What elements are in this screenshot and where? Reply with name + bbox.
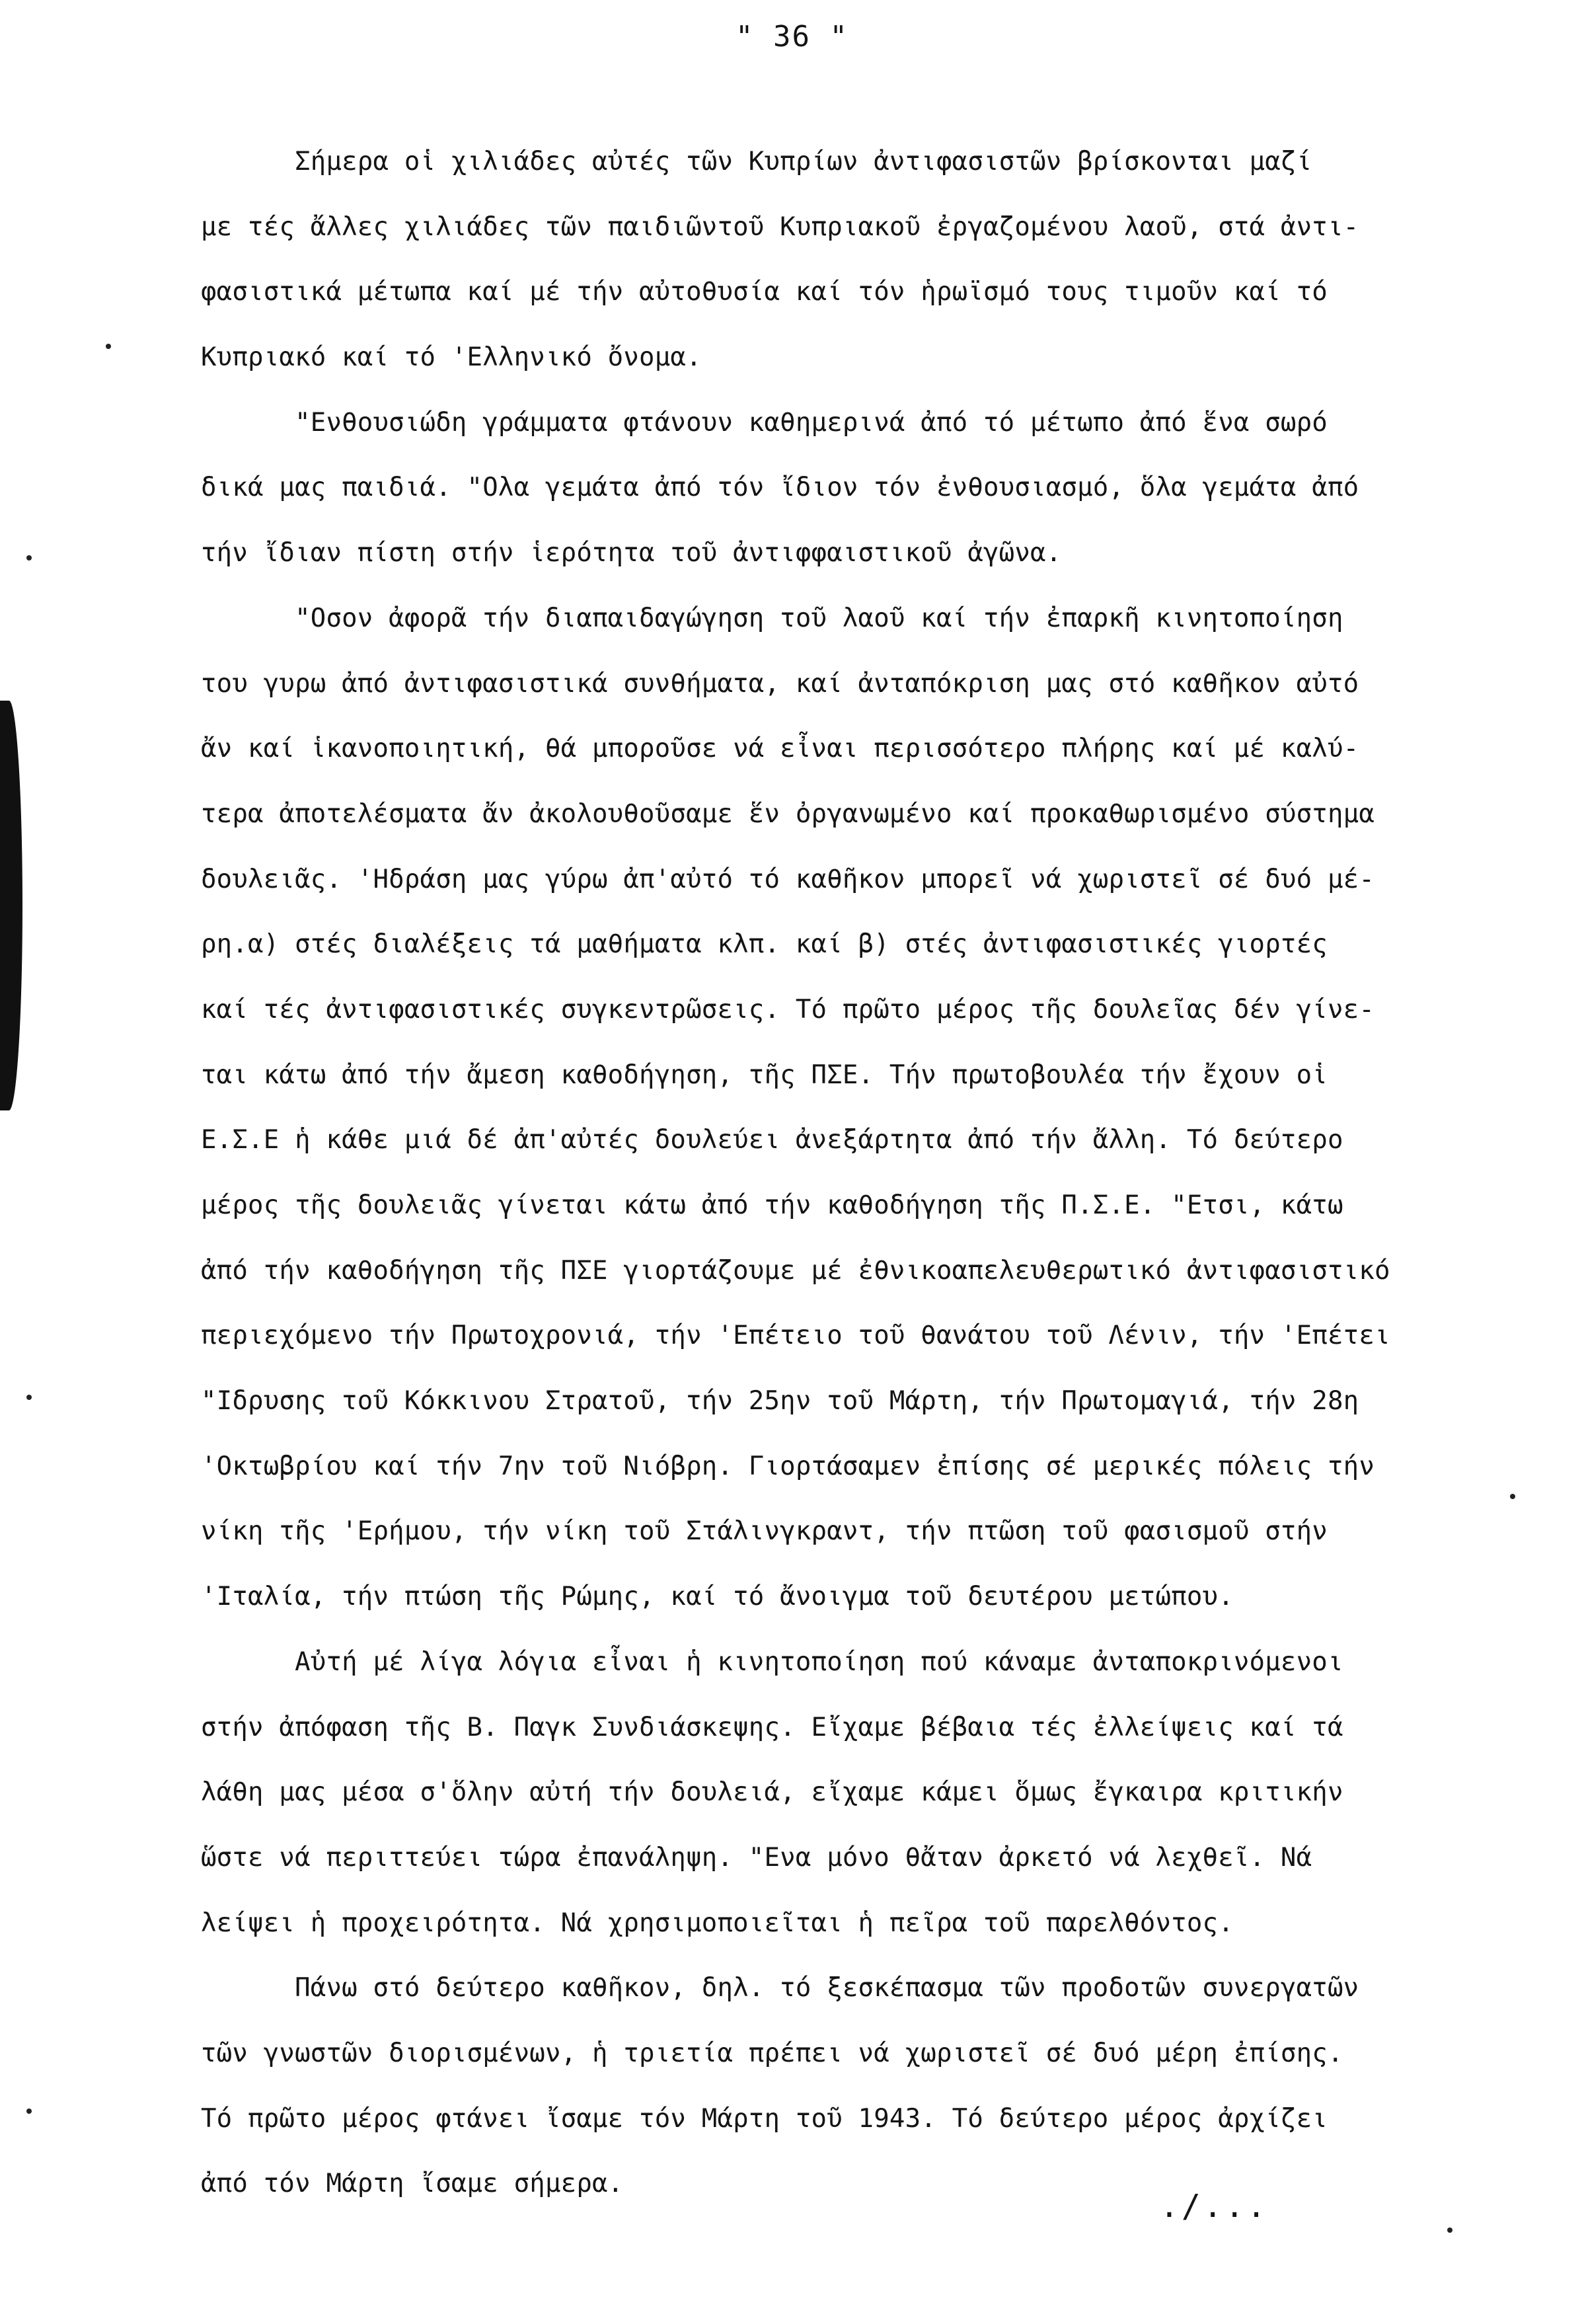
text-line: λείψει ἡ προχειρότητα. Νά χρησιμοποιεῖται ἡ πεῖρα τοῦ παρελθόντος. xyxy=(201,1908,1234,1938)
text-line: λάθη μας μέσα σ'ὅλην αὐτή τήν δουλειά, εἴχαμε κάμει ὅμως ἔγκαιρα κριτικήν xyxy=(201,1777,1343,1808)
text-line: ἄν καί ἱκανοποιητική, θά μποροῦσε νά εἶναι περισσότερο πλήρης καί μέ καλύ- xyxy=(201,734,1359,764)
text-line: "Ενθουσιώδη γράμματα φτάνουν καθημερινά ἀπό τό μέτωπο ἀπό ἕνα σωρό xyxy=(201,407,1328,438)
text-line: νίκη τῆς 'Ερήμου, τήν νίκη τοῦ Στάλινγκραντ, τήν πτῶση τοῦ φασισμοῦ στήν xyxy=(201,1516,1328,1547)
text-line: φασιστικά μέτωπα καί μέ τήν αὐτοθυσία καί τόν ἡρωϊσμό τους τιμοῦν καί τό xyxy=(201,277,1328,307)
text-line: μέρος τῆς δουλειᾶς γίνεται κάτω ἀπό τήν καθοδήγηση τῆς Π.Σ.Ε. "Ετσι, κάτω xyxy=(201,1190,1343,1220)
text-line: Πάνω στό δεύτερο καθῆκον, δηλ. τό ξεσκέπασμα τῶν προδοτῶν συνεργατῶν xyxy=(201,1973,1359,2003)
paper-speck xyxy=(1510,1494,1515,1499)
paper-speck xyxy=(26,2109,32,2114)
text-line: με τές ἄλλες χιλιάδες τῶν παιδιῶντοῦ Κυπριακοῦ ἐργαζομένου λαοῦ, στά ἀντι- xyxy=(201,212,1359,242)
text-line: καί τές ἀντιφασιστικές συγκεντρῶσεις. Τό πρῶτο μέρος τῆς δουλεῖας δέν γίνε- xyxy=(201,994,1375,1025)
text-line: περιεχόμενο τήν Πρωτοχρονιά, τήν 'Επέτειο τοῦ θανάτου τοῦ Λένιν, τήν 'Επέτει xyxy=(201,1321,1390,1351)
continuation-mark: ./... xyxy=(1160,2188,1269,2225)
text-line: ἀπό τήν καθοδήγηση τῆς ΠΣΕ γιορτάζουμε μέ ἐθνικοαπελευθερωτικό ἀντιφασιστικό xyxy=(201,1255,1390,1286)
page-number: " 36 " xyxy=(735,20,849,54)
text-line: Κυπριακό καί τό 'Ελληνικό ὄνομα. xyxy=(201,342,702,373)
text-line: 'Οκτωβρίου καί τήν 7ην τοῦ Νιόβρη. Γιορτάσαμεν ἐπίσης σέ μερικές πόλεις τήν xyxy=(201,1451,1375,1481)
text-line: "Οσον ἀφορᾶ τήν διαπαιδαγώγηση τοῦ λαοῦ καί τήν ἐπαρκῆ κινητοποίηση xyxy=(201,603,1343,633)
text-line: τερα ἀποτελέσματα ἄν ἀκολουθοῦσαμε ἕν ὀργανωμένο καί προκαθωρισμένο σύστημα xyxy=(201,798,1375,829)
text-line: ὥστε νά περιττεύει τώρα ἐπανάληψη. "Ενα μόνο θἄταν ἀρκετό νά λεχθεῖ. Νά xyxy=(201,1842,1312,1873)
binding-shadow xyxy=(0,701,22,1110)
text-line: δικά μας παιδιά. "Ολα γεμάτα ἀπό τόν ἴδιον τόν ἐνθουσιασμό, ὅλα γεμάτα ἀπό xyxy=(201,473,1359,503)
text-line: τήν ἴδιαν πίστη στήν ἱερότητα τοῦ ἀντιφφαιστικοῦ ἀγῶνα. xyxy=(201,538,1062,568)
text-line: Αὐτή μέ λίγα λόγια εἶναι ἡ κινητοποίηση πού κάναμε ἀνταποκρινόμενοι xyxy=(201,1646,1343,1677)
text-line: ται κάτω ἀπό τήν ἄμεση καθοδήγηση, τῆς ΠΣΕ. Τήν πρωτοβουλέα τήν ἔχουν οἱ xyxy=(201,1060,1328,1090)
paper-speck xyxy=(106,344,111,349)
text-line: στήν ἀπόφαση τῆς Β. Παγκ Συνδιάσκεψης. Εἴχαμε βέβαια τές ἐλλείψεις καί τά xyxy=(201,1712,1343,1742)
body-text xyxy=(201,130,1509,2217)
text-line: του γυρω ἀπό ἀντιφασιστικά συνθήματα, καί ἀνταπόκριση μας στό καθῆκον αὐτό xyxy=(201,668,1359,699)
text-line: ρη.α) στές διαλέξεις τά μαθήματα κλπ. καί β) στές ἀντιφασιστικές γιορτές xyxy=(201,929,1328,960)
paper-speck xyxy=(26,555,32,561)
paper-speck xyxy=(1447,2227,1452,2233)
text-line: 'Ιταλία, τήν πτώση τῆς Ρώμης, καί τό ἄνοιγμα τοῦ δευτέρου μετώπου. xyxy=(201,1582,1234,1612)
text-line: ἀπό τόν Μάρτη ἴσαμε σήμερα. xyxy=(201,2169,624,2199)
paper-speck xyxy=(26,1395,32,1400)
text-line: Σήμερα οἱ χιλιάδες αὐτές τῶν Κυπρίων ἀντιφασιστῶν βρίσκονται μαζί xyxy=(201,147,1312,176)
text-line: Ε.Σ.Ε ἡ κάθε μιά δέ ἀπ'αὐτές δουλεύει ἀνεξάρτητα ἀπό τήν ἄλλη. Τό δεύτερο xyxy=(201,1125,1343,1155)
text-line: Τό πρῶτο μέρος φτάνει ἴσαμε τόν Μάρτη τοῦ 1943. Τό δεύτερο μέρος ἀρχίζει xyxy=(201,2103,1328,2134)
text-line: τῶν γνωστῶν διορισμένων, ἡ τριετία πρέπει νά χωριστεῖ σέ δυό μέρη ἐπίσης. xyxy=(201,2038,1343,2068)
text-line: "Ιδρυσης τοῦ Κόκκινου Στρατοῦ, τήν 25ην τοῦ Μάρτη, τήν Πρωτομαγιά, τήν 28η xyxy=(201,1386,1359,1416)
text-line: δουλειᾶς. 'Ηδράση μας γύρω ἀπ'αὐτό τό καθῆκον μπορεῖ νά χωριστεῖ σέ δυό μέ- xyxy=(201,864,1375,894)
